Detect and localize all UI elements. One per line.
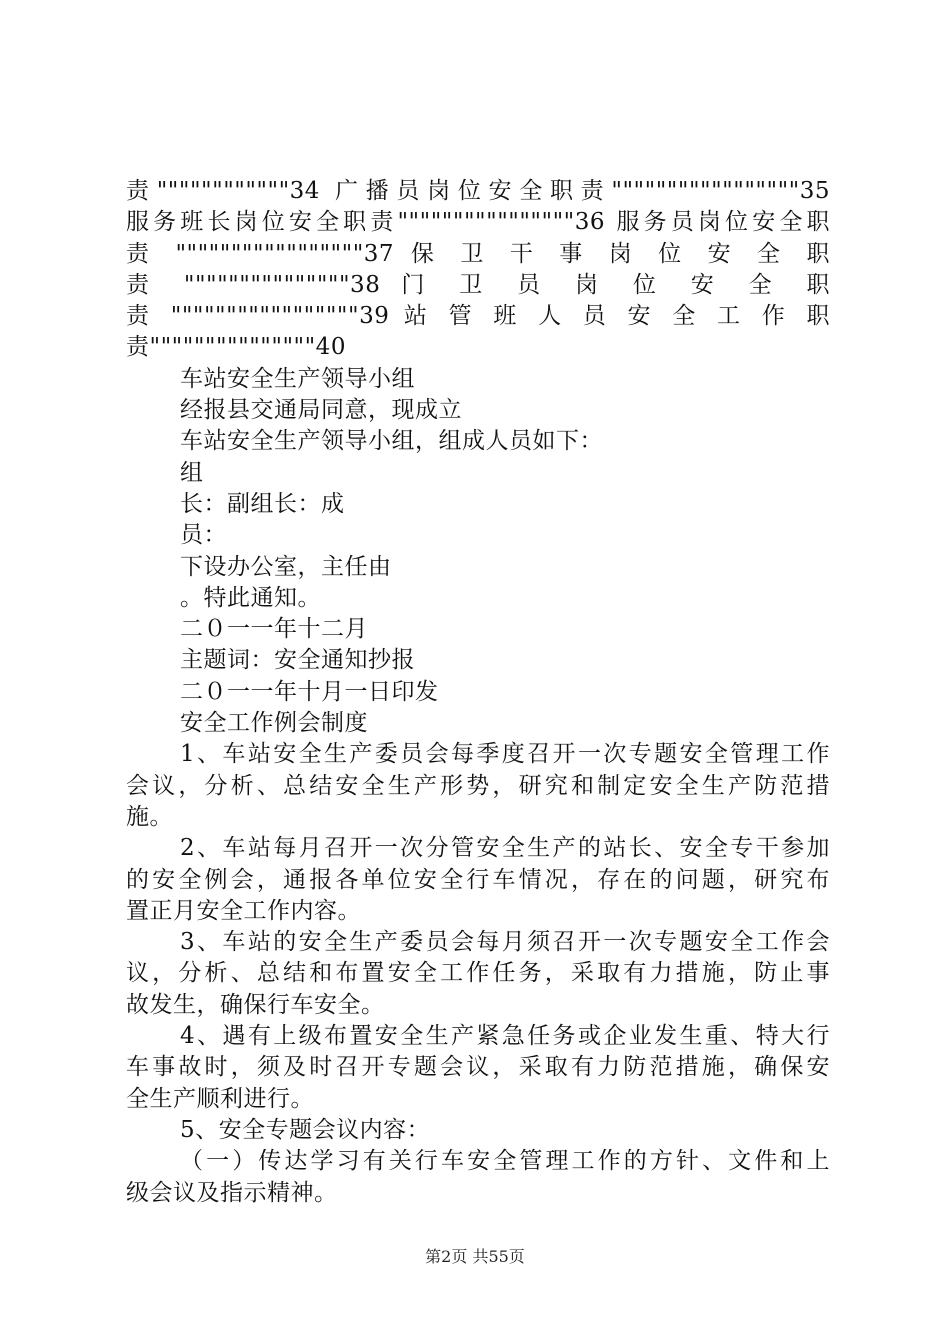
toc-line: 责""""""""""""34 广播员岗位安全职责"""""""""""""""""35 [126, 178, 830, 204]
rules-title: 安全工作例会制度 [180, 710, 368, 737]
document-body [126, 176, 830, 1209]
paragraph-line: 3、车站的安全生产委员会每月须召开一次专题安全工作会 [180, 929, 830, 956]
paragraph-line: （一）传达学习有关行车安全管理工作的方针、文件和上 [180, 1148, 830, 1175]
notice-line: 下设办公室，主任由 [180, 553, 392, 580]
page-footer: 第2页 共55页 [425, 1247, 525, 1266]
notice-line: 。特此通知。 [180, 584, 321, 611]
paragraph-line: 车事故时，须及时召开专题会议，采取有力防范措施，确保安 [126, 1054, 830, 1081]
paragraph-line: 级会议及指示精神。 [126, 1179, 338, 1206]
toc-line: 服务班长岗位安全职责""""""""""""""""36 服务员岗位安全职 [126, 209, 830, 236]
paragraph-line: 议，分析、总结和布置安全工作任务，采取有力措施，防止事 [126, 960, 830, 987]
paragraph-line: 4、遇有上级布置安全生产紧急任务或企业发生重、特大行 [180, 1023, 830, 1050]
paragraph-line: 故发生，确保行车安全。 [126, 991, 385, 1018]
notice-line: 长：副组长：成 [180, 490, 345, 517]
notice-line: 经报县交通局同意，现成立 [180, 397, 462, 424]
paragraph-line: 1、车站安全生产委员会每季度召开一次专题安全管理工作 [180, 741, 830, 768]
toc-line: 责 """""""""""""""""37 保 卫 干 事 岗 位 安 全 职 [126, 240, 830, 267]
toc-line: 责"""""""""""""""40 [126, 334, 346, 361]
notice-date: 二０一一年十二月 [180, 616, 368, 643]
paragraph-line: 5、安全专题会议内容： [180, 1116, 431, 1143]
notice-line: 员： [180, 522, 227, 549]
notice-title: 车站安全生产领导小组 [180, 365, 415, 392]
paragraph-line: 的安全例会，通报各单位安全行车情况，存在的问题，研究布 [126, 866, 830, 893]
toc-line: 责 """""""""""""""38 门 卫 员 岗 位 安 全 职 [126, 271, 830, 298]
notice-keywords: 主题词：安全通知抄报 [180, 647, 415, 674]
paragraph-line: 施。 [126, 803, 173, 830]
paragraph-line: 会议，分析、总结安全生产形势，研究和制定安全生产防范措 [126, 772, 830, 799]
notice-line: 车站安全生产领导小组，组成人员如下： [180, 428, 603, 455]
notice-line: 组 [180, 459, 204, 486]
paragraph-line: 置正月安全工作内容。 [126, 897, 361, 924]
paragraph-line: 全生产顺利进行。 [126, 1085, 314, 1112]
paragraph-line: 2、车站每月召开一次分管安全生产的站长、安全专干参加 [180, 835, 830, 862]
notice-print-date: 二０一一年十月一日印发 [180, 678, 439, 705]
toc-line: 责 """""""""""""""""39 站 管 班 人 员 安 全 工 作 职 [126, 303, 830, 330]
